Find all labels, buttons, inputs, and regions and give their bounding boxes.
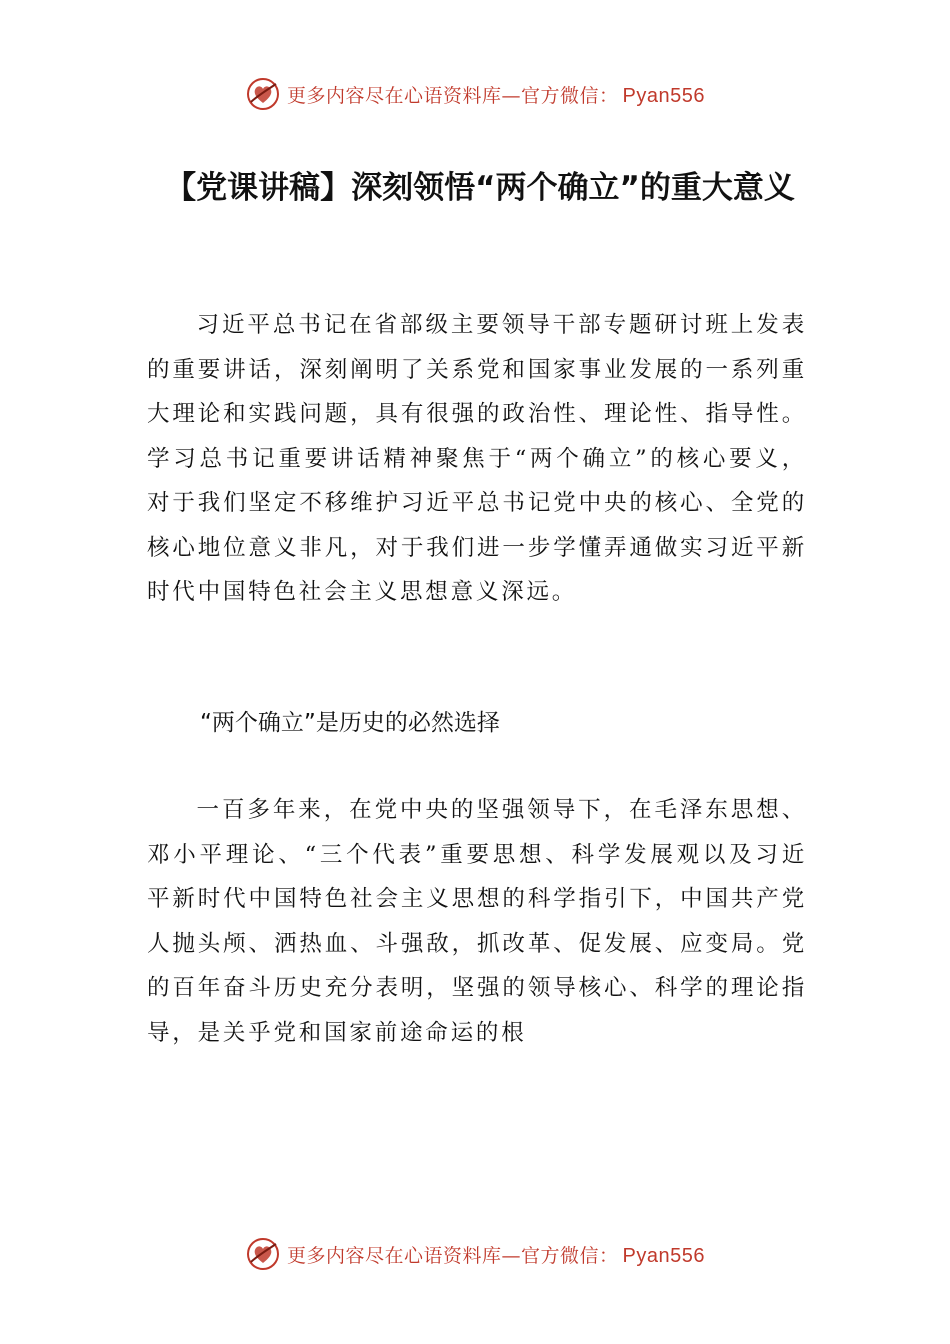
heart-swirl-logo-icon xyxy=(245,76,281,112)
section-heading: “两个确立”是历史的必然选择 xyxy=(200,710,500,736)
banner-text xyxy=(287,81,705,108)
heart-swirl-logo-icon xyxy=(245,1236,281,1272)
document-title: 【党课讲稿】深刻领悟“两个确立”的重大意义 xyxy=(165,170,795,206)
banner-text xyxy=(287,1241,705,1268)
body-paragraph-2: 一百多年来，在党中央的坚强领导下，在毛泽东思想、邓小平理论、“三个代表”重要思想、科学发展观以及习近平新时代中国特色社会主义思想的科学指引下，中国共产党人抛头颅、洒热血、斗强敌，抓改革、促发展、应变局。党的百年奋斗历史充分表明，坚强的领导核心、科学的理论指导，是关乎党和国家前途命运的根 xyxy=(147,797,807,1046)
wechat-id: Pyan556 xyxy=(622,1244,705,1267)
header-banner xyxy=(0,70,950,118)
banner-slogan: 更多内容尽在心语资料库—官方微信： xyxy=(287,84,619,107)
wechat-id: Pyan556 xyxy=(622,84,705,107)
body-paragraph-1: 习近平总书记在省部级主要领导干部专题研讨班上发表的重要讲话，深刻阐明了关系党和国家事业发展的一系列重大理论和实践问题，具有很强的政治性、理论性、指导性。学习总书记重要讲话精神聚焦于“两个确立”的核心要义，对于我们坚定不移维护习近平总书记党中央的核心、全党的核心地位意义非凡，对于我们进一步学懂弄通做实习近平新时代中国特色社会主义思想意义深远。 xyxy=(147,312,807,605)
footer-banner xyxy=(0,1230,950,1278)
banner-slogan: 更多内容尽在心语资料库—官方微信： xyxy=(287,1244,619,1267)
